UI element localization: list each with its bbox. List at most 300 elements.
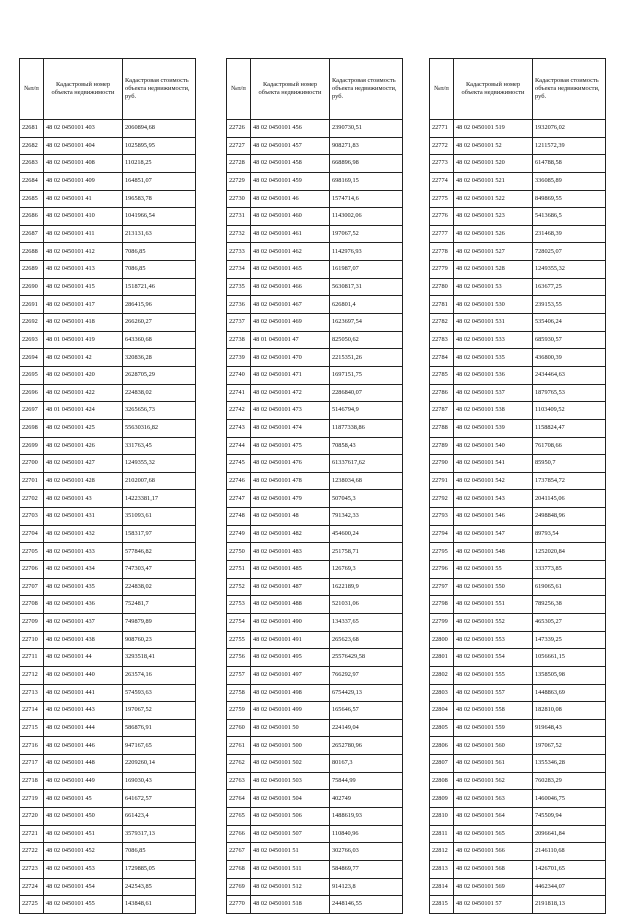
row-number: 22707 — [20, 578, 44, 596]
cadastral-number: 48 02 0450101 446 — [44, 737, 123, 755]
cadastral-number: 48 02 0450101 48 — [251, 508, 330, 526]
cadastral-number: 48 02 0450101 426 — [44, 437, 123, 455]
row-number: 22778 — [430, 243, 454, 261]
row-number: 22759 — [227, 702, 251, 720]
cadastral-value: 2096641,84 — [533, 825, 606, 843]
row-number: 22700 — [20, 455, 44, 473]
row-number: 22687 — [20, 225, 44, 243]
cadastral-number: 48 02 0450101 471 — [251, 366, 330, 384]
row-number: 22788 — [430, 419, 454, 437]
cadastral-number: 48 02 0450101 45 — [44, 790, 123, 808]
cadastral-value: 914123,8 — [330, 878, 403, 896]
cadastral-number: 48 02 0450101 542 — [454, 472, 533, 490]
cadastral-value: 766292,97 — [330, 666, 403, 684]
table-row — [227, 596, 403, 614]
cadastral-number: 48 02 0450101 536 — [454, 366, 533, 384]
row-number: 22684 — [20, 172, 44, 190]
cadastral-value: 747303,47 — [123, 561, 196, 579]
cadastral-value: 6754429,13 — [330, 684, 403, 702]
row-number: 22692 — [20, 314, 44, 332]
cadastral-value: 1697151,75 — [330, 366, 403, 384]
cadastral-number: 48 02 0450101 502 — [251, 755, 330, 773]
cadastral-number: 48 02 0450101 539 — [454, 419, 533, 437]
header-cadastral-number: Кадастровый номер объекта недвижимости — [251, 59, 330, 120]
cadastral-value: 745509,94 — [533, 807, 606, 825]
cadastral-number: 48 02 0450101 491 — [251, 631, 330, 649]
cadastral-number: 48 02 0450101 504 — [251, 790, 330, 808]
table-row — [227, 314, 403, 332]
table-row — [227, 278, 403, 296]
cadastral-number: 48 02 0450101 478 — [251, 472, 330, 490]
cadastral-value: 158317,97 — [123, 525, 196, 543]
cadastral-number: 48 02 0450101 437 — [44, 613, 123, 631]
table-row — [227, 790, 403, 808]
row-number: 22734 — [227, 261, 251, 279]
cadastral-value: 908760,23 — [123, 631, 196, 649]
cadastral-value: 7086,85 — [123, 243, 196, 261]
cadastral-value: 728025,07 — [533, 243, 606, 261]
table-row — [430, 366, 606, 384]
cadastral-value: 2498848,96 — [533, 508, 606, 526]
cadastral-number: 48 01 0450101 424 — [44, 402, 123, 420]
row-number: 22815 — [430, 896, 454, 914]
table-row — [20, 278, 196, 296]
table-row — [430, 190, 606, 208]
cadastral-number: 48 02 0450101 558 — [454, 702, 533, 720]
table-row — [20, 208, 196, 226]
cadastral-value: 242543,85 — [123, 878, 196, 896]
table-row — [20, 860, 196, 878]
cadastral-value: 351093,61 — [123, 508, 196, 526]
table-row — [227, 578, 403, 596]
table-row — [20, 472, 196, 490]
row-number: 22750 — [227, 543, 251, 561]
table-row — [430, 508, 606, 526]
cadastral-value: 251758,71 — [330, 543, 403, 561]
header-cadastral-value: Кадастровая стоимость объекта недвижимости, руб. — [533, 59, 606, 120]
cadastral-value: 919648,43 — [533, 719, 606, 737]
row-number: 22758 — [227, 684, 251, 702]
table-row — [20, 366, 196, 384]
header-cadastral-number: Кадастровый номер объекта недвижимости — [44, 59, 123, 120]
row-number: 22785 — [430, 366, 454, 384]
table-row — [430, 137, 606, 155]
cadastral-value: 213131,63 — [123, 225, 196, 243]
cadastral-number: 48 02 0450101 563 — [454, 790, 533, 808]
cadastral-value: 1249355,32 — [533, 261, 606, 279]
table-row — [227, 702, 403, 720]
row-number: 22728 — [227, 155, 251, 173]
table-row — [20, 649, 196, 667]
cadastral-value: 197067,52 — [330, 225, 403, 243]
cadastral-value: 619065,61 — [533, 578, 606, 596]
table-row — [227, 225, 403, 243]
cadastral-number: 48 02 0450101 43 — [44, 490, 123, 508]
table-row — [20, 825, 196, 843]
cadastral-number: 48 01 0450101 419 — [44, 331, 123, 349]
cadastral-number: 48 02 0450101 448 — [44, 755, 123, 773]
row-number: 22803 — [430, 684, 454, 702]
cadastral-number: 48 02 0450101 57 — [454, 896, 533, 914]
cadastral-number: 48 02 0450101 537 — [454, 384, 533, 402]
cadastral-value: 333773,85 — [533, 561, 606, 579]
cadastral-number: 48 02 0450101 527 — [454, 243, 533, 261]
cadastral-value: 55630316,82 — [123, 419, 196, 437]
table-row — [20, 490, 196, 508]
row-number: 22747 — [227, 490, 251, 508]
table-row — [20, 843, 196, 861]
table-row — [430, 578, 606, 596]
cadastral-value: 239153,55 — [533, 296, 606, 314]
table-row — [227, 384, 403, 402]
cadastral-value: 584869,77 — [330, 860, 403, 878]
cadastral-value: 302766,03 — [330, 843, 403, 861]
cadastral-value: 2102007,68 — [123, 472, 196, 490]
row-number: 22791 — [430, 472, 454, 490]
row-number: 22699 — [20, 437, 44, 455]
row-number: 22711 — [20, 649, 44, 667]
cadastral-value: 1932076,02 — [533, 120, 606, 138]
row-number: 22737 — [227, 314, 251, 332]
table-row — [20, 596, 196, 614]
row-number: 22713 — [20, 684, 44, 702]
cadastral-value: 3265656,73 — [123, 402, 196, 420]
row-number: 22753 — [227, 596, 251, 614]
cadastral-number: 48 02 0450101 457 — [251, 137, 330, 155]
cadastral-number: 48 02 0450101 403 — [44, 120, 123, 138]
row-number: 22719 — [20, 790, 44, 808]
cadastral-value: 164851,07 — [123, 172, 196, 190]
row-number: 22724 — [20, 878, 44, 896]
table-row — [20, 631, 196, 649]
row-number: 22714 — [20, 702, 44, 720]
cadastral-number: 48 02 0450101 555 — [454, 666, 533, 684]
row-number: 22798 — [430, 596, 454, 614]
table-row — [227, 437, 403, 455]
cadastral-number: 48 02 0450101 472 — [251, 384, 330, 402]
cadastral-number: 48 02 0450101 540 — [454, 437, 533, 455]
table-row — [227, 719, 403, 737]
table-row — [227, 349, 403, 367]
row-number: 22807 — [430, 755, 454, 773]
table-row — [227, 490, 403, 508]
cadastral-table-3 — [429, 58, 606, 914]
cadastral-value: 752481,7 — [123, 596, 196, 614]
cadastral-value: 134337,65 — [330, 613, 403, 631]
row-number: 22775 — [430, 190, 454, 208]
cadastral-table-1 — [19, 58, 196, 914]
table-row — [430, 455, 606, 473]
cadastral-number: 48 02 0450101 459 — [251, 172, 330, 190]
row-number: 22811 — [430, 825, 454, 843]
cadastral-number: 48 02 0450101 538 — [454, 402, 533, 420]
cadastral-value: 761708,66 — [533, 437, 606, 455]
cadastral-number: 48 02 0450101 46 — [251, 190, 330, 208]
cadastral-number: 48 02 0450101 51 — [251, 843, 330, 861]
cadastral-number: 48 02 0450101 476 — [251, 455, 330, 473]
cadastral-value: 5413686,5 — [533, 208, 606, 226]
cadastral-value: 320836,28 — [123, 349, 196, 367]
table-row — [20, 296, 196, 314]
cadastral-number: 48 02 0450101 469 — [251, 314, 330, 332]
row-number: 22746 — [227, 472, 251, 490]
row-number: 22701 — [20, 472, 44, 490]
row-number: 22743 — [227, 419, 251, 437]
cadastral-value: 169030,43 — [123, 772, 196, 790]
cadastral-value: 454600,24 — [330, 525, 403, 543]
row-number: 22716 — [20, 737, 44, 755]
cadastral-value: 1623697,54 — [330, 314, 403, 332]
row-number: 22745 — [227, 455, 251, 473]
cadastral-value: 791342,33 — [330, 508, 403, 526]
cadastral-number: 48 02 0450101 548 — [454, 543, 533, 561]
cadastral-value: 1729885,05 — [123, 860, 196, 878]
cadastral-number: 48 02 0450101 554 — [454, 649, 533, 667]
row-number: 22794 — [430, 525, 454, 543]
cadastral-number: 48 02 0450101 422 — [44, 384, 123, 402]
cadastral-number: 48 02 0450101 427 — [44, 455, 123, 473]
cadastral-number: 48 02 0450101 444 — [44, 719, 123, 737]
table-row — [20, 437, 196, 455]
row-number: 22751 — [227, 561, 251, 579]
row-number: 22695 — [20, 366, 44, 384]
row-number: 22752 — [227, 578, 251, 596]
cadastral-value: 143848,61 — [123, 896, 196, 914]
row-number: 22718 — [20, 772, 44, 790]
cadastral-number: 48 02 0450101 497 — [251, 666, 330, 684]
row-number: 22731 — [227, 208, 251, 226]
cadastral-number: 48 02 0450101 461 — [251, 225, 330, 243]
cadastral-number: 48 02 0450101 503 — [251, 772, 330, 790]
cadastral-value: 7086,85 — [123, 261, 196, 279]
cadastral-number: 48 02 0450101 411 — [44, 225, 123, 243]
table-row — [430, 314, 606, 332]
cadastral-number: 48 02 0450101 541 — [454, 455, 533, 473]
cadastral-number: 48 02 0450101 485 — [251, 561, 330, 579]
cadastral-value: 163677,25 — [533, 278, 606, 296]
table-row — [20, 243, 196, 261]
table-row — [430, 155, 606, 173]
cadastral-number: 48 02 0450101 465 — [251, 261, 330, 279]
cadastral-number: 48 02 0450101 499 — [251, 702, 330, 720]
cadastral-value: 336085,89 — [533, 172, 606, 190]
row-number: 22795 — [430, 543, 454, 561]
cadastral-value: 110840,96 — [330, 825, 403, 843]
row-number: 22744 — [227, 437, 251, 455]
table-row — [20, 578, 196, 596]
cadastral-value: 2390730,51 — [330, 120, 403, 138]
cadastral-number: 48 02 0450101 451 — [44, 825, 123, 843]
cadastral-value: 7086,85 — [123, 843, 196, 861]
row-number: 22735 — [227, 278, 251, 296]
table-row — [430, 737, 606, 755]
table-row — [227, 208, 403, 226]
cadastral-number: 48 02 0450101 566 — [454, 843, 533, 861]
table-row — [227, 737, 403, 755]
cadastral-number: 48 02 0450101 428 — [44, 472, 123, 490]
cadastral-value: 2146110,68 — [533, 843, 606, 861]
cadastral-number: 48 02 0450101 568 — [454, 860, 533, 878]
cadastral-number: 48 02 0450101 495 — [251, 649, 330, 667]
cadastral-number: 48 02 0450101 436 — [44, 596, 123, 614]
table-row — [20, 455, 196, 473]
cadastral-number: 48 02 0450101 440 — [44, 666, 123, 684]
table-row — [227, 843, 403, 861]
cadastral-value: 263574,16 — [123, 666, 196, 684]
table-row — [430, 543, 606, 561]
table-row — [430, 437, 606, 455]
cadastral-number: 48 02 0450101 528 — [454, 261, 533, 279]
cadastral-value: 1358505,98 — [533, 666, 606, 684]
table-row — [430, 208, 606, 226]
cadastral-value: 286415,96 — [123, 296, 196, 314]
row-number: 22813 — [430, 860, 454, 878]
row-number: 22797 — [430, 578, 454, 596]
cadastral-number: 48 02 0450101 55 — [454, 561, 533, 579]
row-number: 22740 — [227, 366, 251, 384]
row-number: 22741 — [227, 384, 251, 402]
row-number: 22806 — [430, 737, 454, 755]
cadastral-number: 48 02 0450101 53 — [454, 278, 533, 296]
cadastral-value: 1448863,69 — [533, 684, 606, 702]
cadastral-number: 48 02 0450101 519 — [454, 120, 533, 138]
table-header-row — [430, 59, 606, 120]
cadastral-number: 48 02 0450101 479 — [251, 490, 330, 508]
row-number: 22698 — [20, 419, 44, 437]
cadastral-value: 1879765,53 — [533, 384, 606, 402]
row-number: 22780 — [430, 278, 454, 296]
table-row — [227, 772, 403, 790]
table-row — [430, 490, 606, 508]
cadastral-number: 48 02 0450101 475 — [251, 437, 330, 455]
cadastral-value: 1488619,93 — [330, 807, 403, 825]
row-number: 22717 — [20, 755, 44, 773]
cadastral-number: 48 02 0450101 431 — [44, 508, 123, 526]
cadastral-value: 3293518,41 — [123, 649, 196, 667]
row-number: 22736 — [227, 296, 251, 314]
header-num: №п/п — [227, 59, 251, 120]
cadastral-value: 2652780,96 — [330, 737, 403, 755]
row-number: 22773 — [430, 155, 454, 173]
cadastral-number: 48 02 0450101 409 — [44, 172, 123, 190]
row-number: 22732 — [227, 225, 251, 243]
cadastral-number: 48 02 0450101 449 — [44, 772, 123, 790]
table-row — [227, 666, 403, 684]
cadastral-number: 48 02 0450101 41 — [44, 190, 123, 208]
cadastral-value: 1622189,9 — [330, 578, 403, 596]
table-row — [430, 649, 606, 667]
table-row — [20, 155, 196, 173]
table-row — [20, 172, 196, 190]
row-number: 22723 — [20, 860, 44, 878]
cadastral-value: 947167,65 — [123, 737, 196, 755]
row-number: 22749 — [227, 525, 251, 543]
cadastral-value: 2628705,29 — [123, 366, 196, 384]
cadastral-value: 1211572,39 — [533, 137, 606, 155]
cadastral-value: 1056661,15 — [533, 649, 606, 667]
cadastral-value: 643360,68 — [123, 331, 196, 349]
cadastral-number: 48 02 0450101 565 — [454, 825, 533, 843]
cadastral-number: 48 02 0450101 511 — [251, 860, 330, 878]
table-row — [430, 419, 606, 437]
cadastral-value: 1158824,47 — [533, 419, 606, 437]
cadastral-value: 789256,38 — [533, 596, 606, 614]
cadastral-value: 825050,62 — [330, 331, 403, 349]
table-row — [227, 860, 403, 878]
row-number: 22800 — [430, 631, 454, 649]
cadastral-value: 908271,83 — [330, 137, 403, 155]
row-number: 22683 — [20, 155, 44, 173]
cadastral-number: 48 02 0450101 553 — [454, 631, 533, 649]
cadastral-value: 641672,57 — [123, 790, 196, 808]
row-number: 22693 — [20, 331, 44, 349]
row-number: 22756 — [227, 649, 251, 667]
table-row — [227, 190, 403, 208]
cadastral-number: 48 02 0450101 438 — [44, 631, 123, 649]
cadastral-number: 48 01 0450101 47 — [251, 331, 330, 349]
row-number: 22726 — [227, 120, 251, 138]
row-number: 22760 — [227, 719, 251, 737]
row-number: 22764 — [227, 790, 251, 808]
cadastral-number: 48 02 0450101 564 — [454, 807, 533, 825]
row-number: 22772 — [430, 137, 454, 155]
row-number: 22771 — [430, 120, 454, 138]
cadastral-value: 685930,57 — [533, 331, 606, 349]
table-row — [430, 596, 606, 614]
row-number: 22708 — [20, 596, 44, 614]
row-number: 22729 — [227, 172, 251, 190]
table-row — [20, 878, 196, 896]
cadastral-value: 80167,3 — [330, 755, 403, 773]
row-number: 22782 — [430, 314, 454, 332]
row-number: 22689 — [20, 261, 44, 279]
cadastral-value: 61337617,62 — [330, 455, 403, 473]
cadastral-number: 48 02 0450101 569 — [454, 878, 533, 896]
table-row — [20, 772, 196, 790]
table-row — [430, 296, 606, 314]
cadastral-value: 266260,27 — [123, 314, 196, 332]
table-row — [227, 155, 403, 173]
cadastral-number: 48 02 0450101 550 — [454, 578, 533, 596]
cadastral-number: 48 02 0450101 452 — [44, 843, 123, 861]
cadastral-number: 48 02 0450101 488 — [251, 596, 330, 614]
header-cadastral-number: Кадастровый номер объекта недвижимости — [454, 59, 533, 120]
cadastral-value: 11877338,86 — [330, 419, 403, 437]
cadastral-number: 48 02 0450101 425 — [44, 419, 123, 437]
cadastral-value: 331763,45 — [123, 437, 196, 455]
cadastral-number: 48 02 0450101 466 — [251, 278, 330, 296]
cadastral-value: 89793,54 — [533, 525, 606, 543]
table-row — [430, 772, 606, 790]
cadastral-value: 2286840,07 — [330, 384, 403, 402]
row-number: 22694 — [20, 349, 44, 367]
cadastral-number: 48 02 0450101 483 — [251, 543, 330, 561]
cadastral-value: 849869,55 — [533, 190, 606, 208]
row-number: 22721 — [20, 825, 44, 843]
cadastral-number: 48 02 0450101 551 — [454, 596, 533, 614]
table-row — [227, 172, 403, 190]
row-number: 22757 — [227, 666, 251, 684]
cadastral-value: 2209260,14 — [123, 755, 196, 773]
row-number: 22703 — [20, 508, 44, 526]
cadastral-number: 48 02 0450101 455 — [44, 896, 123, 914]
table-row — [20, 225, 196, 243]
cadastral-number: 48 02 0450101 523 — [454, 208, 533, 226]
table-header-row — [227, 59, 403, 120]
cadastral-number: 48 02 0450101 415 — [44, 278, 123, 296]
cadastral-value: 224838,02 — [123, 384, 196, 402]
row-number: 22742 — [227, 402, 251, 420]
